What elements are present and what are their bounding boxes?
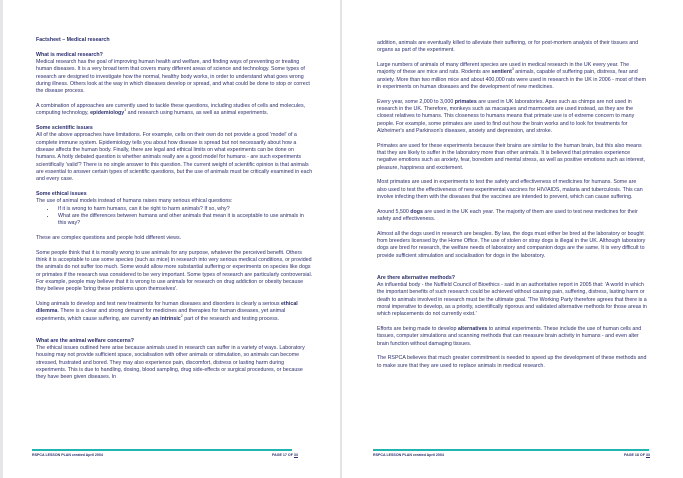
text-run: Efforts are being made to develop (377, 325, 458, 332)
text-run: and research using humans, as well as animal experiments. (126, 110, 269, 117)
paragraph: These are complex questions and people hold different views. (36, 235, 182, 242)
text-run: are used in the UK each year. The majority of them are used to test new medicines for their safety and effectiveness. (377, 208, 638, 223)
paragraph (377, 326, 647, 348)
paragraph: Medical research has the goal of improving human health and welfare, and finding ways of preventing or treating human diseases. It is a very broad term that covers many different areas of science and technology. Some types of research are designed to investigate how the normal, healthy body works, in order to understand what goes wrong during illness. Others look at the way in which diseases develop or spread, and what could be done to stop or correct the disease process. (36, 58, 310, 95)
glossary-term-epidemiology: epidemiology (90, 110, 125, 117)
bullet-list (36, 206, 313, 228)
keyword-dogs: dogs (410, 208, 423, 215)
paragraph: The ethical issues outlined here arise because animals used in research can suffer in a variety of ways. Laboratory housing may not provide sufficient space, socialisation with other animals or stimulation, so animals can become stressed, frustrated and bored. They may also experience pain, discomfort, distress or lasting harm during experiments. This is due to handling, dosing, blood sampling, drug side-effects or surgical procedures, or because they have been given diseases. In (36, 345, 305, 381)
footer-page-number (624, 453, 650, 457)
keyword-primates: primates (454, 98, 477, 105)
paragraph: Almost all the dogs used in research are beagles. By law, the dogs must either be bred at the laboratory or bought from breeders licensed by the Home Office. The use of stolen or stray dogs is illegal in the UK. Although laboratory dogs are bred for research, the welfare needs of laboratory and companion dogs are the same. It is very difficult to provide sufficient stimulation and socialisation for dogs in the laboratory. (377, 230, 646, 259)
text-run: to animal experiments. These include the use of human cells and tissues, computer simulations and scanning methods that can measure brain activity in humans - and even alter brain function without damaging tissues. (377, 325, 642, 347)
paragraph: All of the above approaches have limitations. For example, cells on their own do not provide a good 'model' of a complete immune system. Epidemiology tells you about how disease is spread but not necessarily about how a disease affects the human body. Finally, there are legal and ethical limits on what experiments can be done on humans. A hotly debated question is whether animals really are a good model for humans - are such experiments scientifically 'valid'? There is no single answer to this question. The current weight of scientific opinion is that animals are essential to answer certain types of scientific questions, but the use of animals must be critically examined in each and every case. (36, 132, 313, 183)
paragraph (36, 301, 313, 323)
footnote-ref: 2 (180, 313, 183, 318)
paragraph: An influential body - the Nuffield Council of Bioethics - said in an authoritative report in 2005 that: 'A world in which the important benefits of such research could be achieved without causing pain, suffering, distress, lasting harm or death to animals involved in research must be the ultimate goal. 'The Working Party therefore agrees that there is a moral imperative to develop, as a priority, scientifically rigorous and validated alternative methods for those areas in which replacements do not currently exist.' (377, 281, 647, 318)
paragraph (377, 99, 647, 136)
footnote-ref: 1 (124, 108, 127, 113)
footer-lesson-plan-label: RSPCA LESSON PLAN created April 2004 (32, 453, 103, 457)
section-heading: Some scientific issues (36, 124, 93, 131)
text-run: Using animals to develop and test new treatments for human diseases and disorders is clearly a serious (36, 301, 281, 308)
document-title: Factsheet – Medical research (36, 37, 110, 43)
footnote-ref: 3 (511, 67, 514, 72)
paragraph: Some people think that it is morally wrong to use animals for any purpose, whatever the perceived benefit. Others think it is acceptable to use some species (such as mice) in research into very serious medical conditions, or provided the animals do not suffer too much. Some would allow more substantial suffering or experiments on species like dogs or primates if the research was considered to be very important. Some types of research are particularly controversial. For example, people may believe that it is wrong to use animals for research on drug addiction or obesity because they believe people 'bring these problems upon themselves'. (36, 249, 313, 293)
section-heading: What is medical research? (36, 51, 103, 58)
paragraph: Most primates are used in experiments to test the safety and effectiveness of medicines for humans. Some are also used to test the effectiveness of new experimental vaccines for HIV/AIDS, malaria and tuberculosis. This can involve infecting them with the diseases that the vaccines are intended to prevent, which can cause suffering. (377, 179, 643, 201)
page-label: PAGE 18 OF (624, 453, 646, 457)
text-run: . There is a clear and strong demand for medicines and therapies for human diseases, yet animal experiments, which cause suffering, are currently (36, 308, 286, 322)
list-item: • What are the differences between humans and other animals that mean it is acceptable to use animals in this way? (56, 213, 313, 228)
glossary-term-sentient: sentient (491, 69, 512, 76)
text-run: Every year, some 2,000 to 3,000 (377, 98, 455, 105)
section-welfare-concerns (36, 338, 313, 382)
paragraph: The use of animal models instead of humans raises many serious ethical questions: (36, 198, 233, 205)
footer-divider (373, 449, 649, 451)
document-page-18 (342, 0, 683, 478)
paragraph: addition, animals are eventually killed to alleviate their suffering, or for post-mortem analysis of their tissues and organs as part of the experiment. (377, 40, 639, 54)
section-alternative-methods (377, 275, 647, 319)
page-label: PAGE 17 OF (272, 453, 294, 457)
section-heading: Some ethical issues (36, 191, 87, 198)
paragraph (377, 209, 647, 224)
paragraph (36, 103, 313, 118)
glossary-term-intrinsic: an intrinsic (152, 315, 181, 322)
document-page-17 (3, 0, 340, 478)
section-heading: What are the animal welfare concerns? (36, 337, 135, 344)
text-run: animals, capable of suffering pain, distress, fear and anxiety. More than two million mice and about 400,000 rats were used in research in the UK in 2006 - most of them in experiments on human diseases and the development of new medicines. (377, 69, 647, 91)
paragraph: Primates are used for these experiments because their brains are similar to the human brain, but this also means that they are likely to suffer in the laboratory more than other animals. It is believed that primates experience negative emotions such as anxiety, fear, boredom and mental stress, as well as positive emotions such as interest, pleasure, happiness and excitement. (377, 142, 646, 171)
text-run: A combination of approaches are currently used to tackle these questions, including studies of cells and molecules, computing technology, (36, 103, 306, 117)
section-what-is-medical-research (36, 52, 313, 96)
text-run: Around 5,500 (377, 208, 411, 215)
keyword-alternatives: alternatives (457, 325, 488, 332)
page-total-link[interactable]: 33 (645, 453, 650, 457)
footer-divider (32, 449, 292, 451)
text-run: part of the research and testing process. (182, 315, 279, 322)
footer-lesson-plan-label: RSPCA LESSON PLAN created April 2004 (373, 453, 444, 457)
paragraph: The RSPCA believes that much greater commitment is needed to speed up the development of these methods and to make sure that they are used to replace animals in medical research. (377, 355, 647, 369)
glossary-term-ethical-dilemma: ethical dilemma (36, 301, 298, 315)
page-body (377, 40, 647, 377)
section-ethical-issues (36, 191, 313, 228)
footer-page-number (272, 453, 298, 457)
text-run: Large numbers of animals of many different species are used in medical research in the UK every year. The majority of these are mice and rats. Rodents are (377, 61, 630, 76)
section-heading: Are there alternative methods? (377, 274, 456, 281)
page-body (36, 37, 313, 389)
list-item: • If it is wrong to harm humans, can it be right to harm animals? If so, why? (56, 206, 313, 213)
paragraph (377, 62, 647, 91)
section-scientific-issues (36, 125, 313, 184)
text-run: are used in UK laboratories. Apes such as chimps are not used in research in the UK. Therefore, monkeys such as macaques and marmosets are used instead, as they are the closest relatives to humans. This closeness to humans means that primate use is of extreme concern to many people. For example, some primates are used to find out how the brain works and to look for treatments for Alzheimer's and Parkinson's diseases, anxiety and depression, and stroke. (377, 98, 635, 135)
page-total-link[interactable]: 33 (293, 453, 298, 457)
